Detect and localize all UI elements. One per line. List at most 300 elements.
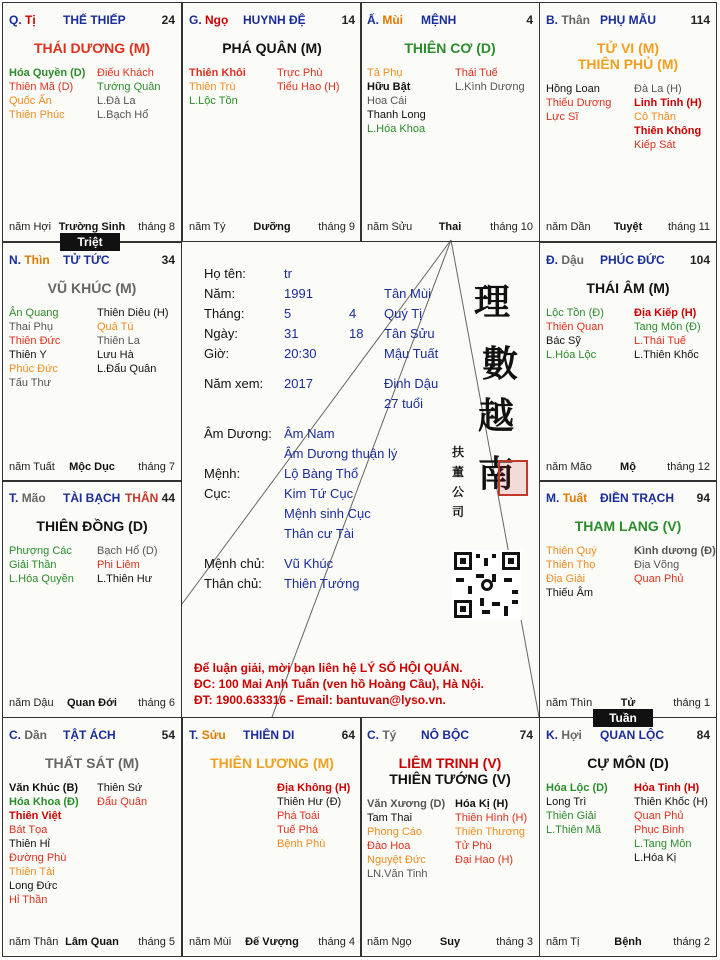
palace-stage: Tử <box>620 697 636 709</box>
minor-star: Phúc Đức <box>9 363 58 375</box>
minor-star: Thiên Hư (Đ) <box>277 796 342 808</box>
palace-month: tháng 11 <box>667 221 710 233</box>
minor-star: Bác Sỹ <box>546 335 581 347</box>
palace-age: 54 <box>161 728 175 742</box>
minor-stars-right <box>97 781 181 809</box>
minor-star: Long Đức <box>9 880 58 892</box>
palace-year: năm Tị <box>546 936 580 948</box>
palace-canchi <box>367 13 403 27</box>
palace-month: tháng 10 <box>490 221 533 233</box>
nam-value: 1991 <box>284 286 313 301</box>
palace-stage: Quan Đới <box>67 697 117 709</box>
minor-star: L.Đà La <box>97 95 136 107</box>
minor-stars-left <box>546 781 634 837</box>
palace-canchi <box>546 13 590 27</box>
palace-name: ĐIỀN TRẠCH <box>600 491 674 505</box>
minor-star: Phượng Các <box>9 545 72 557</box>
palace-stage: Dưỡng <box>253 221 291 233</box>
minor-star: Thiên Hỉ <box>9 838 50 850</box>
palace-stage: Đế Vượng <box>245 936 299 948</box>
minor-star: Linh Tinh (H) <box>634 97 702 109</box>
ngay-canchi: Tân Sửu <box>384 326 435 341</box>
palace-age: 24 <box>161 13 175 27</box>
minor-star: Thanh Long <box>367 109 426 121</box>
thang-label: Tháng: <box>204 306 245 321</box>
minor-star: Tử Phù <box>455 840 492 852</box>
major-star: THIÊN ĐỒNG (D) <box>36 518 148 534</box>
nam-label: Năm: <box>204 286 236 301</box>
major-stars <box>3 280 181 296</box>
thang-value: 5 <box>284 306 292 321</box>
minor-star: L.Thiên Khốc <box>634 349 699 361</box>
palace-hoi <box>539 717 717 957</box>
major-star: CỰ MÔN (D) <box>587 755 669 771</box>
palace-footer <box>9 461 175 475</box>
palace-can: K. <box>546 728 558 742</box>
major-star: TỬ VI (M) <box>596 40 660 56</box>
palace-header <box>546 13 710 29</box>
minor-star: LN.Văn Tinh <box>367 868 428 880</box>
minor-star: Tam Thai <box>367 812 413 824</box>
minor-star: Hồng Loan <box>546 83 600 95</box>
minor-star: L.Thiên Hư <box>97 573 153 585</box>
minor-star: Thiên Thọ <box>546 559 596 571</box>
minor-star: Đà La (H) <box>634 83 682 95</box>
minor-stars-left <box>9 306 97 390</box>
minor-star: Đào Hoa <box>367 840 411 852</box>
palace-number <box>342 13 355 27</box>
minor-star: Thiên Diêu (H) <box>97 307 169 319</box>
palace-month: tháng 9 <box>318 221 355 233</box>
minor-star: Tả Phụ <box>367 67 403 79</box>
minor-star: Hóa Kị (H) <box>455 798 509 810</box>
minor-star: Hữu Bật <box>367 81 411 93</box>
minor-stars-left <box>367 797 455 881</box>
contact-line-1: Để luận giải, mời bạn liên hệ LÝ SỐ HỘI QUÁN. <box>194 661 463 675</box>
cuc-note-1: Mệnh sinh Cục <box>284 506 371 521</box>
nam-canchi: Tân Mùi <box>384 286 431 301</box>
palace-dau <box>539 242 717 482</box>
palace-canchi <box>546 728 582 742</box>
minor-star: L.Tang Môn <box>634 838 692 850</box>
minor-star: Quan Phủ <box>634 810 684 822</box>
calligraphy-char-4: 南 <box>478 453 515 495</box>
cuc-note-2: Thân cư Tài <box>284 526 354 541</box>
palace-name: TỬ TỨC <box>63 253 110 267</box>
major-star: THAM LANG (V) <box>574 518 682 534</box>
palace-age: 44 <box>161 491 175 505</box>
palace-footer <box>367 936 533 950</box>
minor-stars-left <box>9 544 97 586</box>
minor-star: Nguyệt Đức <box>367 854 426 866</box>
palace-chi: Sửu <box>201 728 226 742</box>
minor-stars-right <box>634 544 718 586</box>
minor-star: Giải Thần <box>9 559 57 571</box>
palace-year: năm Dần <box>546 221 591 233</box>
palace-canchi <box>9 253 50 267</box>
minor-stars-right <box>277 66 361 94</box>
palace-dan <box>2 717 182 957</box>
ho-ten-label: Họ tên: <box>204 266 246 281</box>
tuan-tag: Tuần <box>593 709 653 727</box>
cuc-label: Cục: <box>204 486 231 501</box>
palace-can: C. <box>9 728 21 742</box>
minor-star: Tang Môn (Đ) <box>634 321 701 333</box>
palace-month: tháng 7 <box>138 461 175 473</box>
minor-star: L.Hóa Lộc <box>546 349 597 361</box>
menh-label: Mệnh: <box>204 466 241 481</box>
minor-stars-left <box>546 544 634 600</box>
minor-star: Tuế Phá <box>277 824 319 836</box>
minor-star: Thiên Khốc (H) <box>634 796 708 808</box>
palace-header <box>546 728 710 744</box>
minor-star: Đường Phù <box>9 852 67 864</box>
minor-star: Địa Kiếp (H) <box>634 307 697 319</box>
minor-star: Địa Không (H) <box>277 782 351 794</box>
palace-canchi <box>9 13 36 27</box>
am-duong-label: Âm Dương: <box>204 426 272 441</box>
palace-month: tháng 2 <box>673 936 710 948</box>
major-stars <box>183 755 361 771</box>
minor-star: Tiểu Hao (H) <box>277 81 340 93</box>
palace-year: năm Ngọ <box>367 936 412 948</box>
palace-footer <box>546 936 710 950</box>
palace-month: tháng 1 <box>673 697 710 709</box>
palace-name: TÀI BẠCH <box>63 491 121 505</box>
seal-stamp <box>498 460 528 496</box>
minor-star: Hóa Lộc (D) <box>546 782 608 794</box>
palace-chi: Mùi <box>382 13 404 27</box>
palace-footer <box>546 461 710 475</box>
minor-star: Hóa Khoa (Đ) <box>9 796 79 808</box>
palace-can: B. <box>546 13 558 27</box>
palace-footer <box>189 936 355 950</box>
palace-chi: Hợi <box>561 728 582 742</box>
minor-star: Hỏa Tinh (H) <box>634 782 700 794</box>
palace-can: G. <box>189 13 202 27</box>
ngay-label: Ngày: <box>204 326 238 341</box>
major-stars <box>540 40 716 72</box>
palace-age: 74 <box>519 728 533 742</box>
palace-header <box>189 728 355 744</box>
major-star: THẤT SÁT (M) <box>44 755 140 771</box>
palace-footer <box>9 936 175 950</box>
am-duong-note: Âm Dương thuận lý <box>284 446 398 461</box>
minor-star: Phá Toái <box>277 810 320 822</box>
palace-number <box>690 253 710 267</box>
ho-ten-value: tr <box>284 266 292 281</box>
palace-stage: Trường Sinh <box>58 221 126 233</box>
palace-stage: Mộc Dục <box>69 461 115 473</box>
palace-can: Ấ. <box>367 13 379 27</box>
minor-stars-left <box>546 306 634 362</box>
palace-month: tháng 12 <box>667 461 710 473</box>
calligraphy-char-3: 越 <box>478 395 515 437</box>
palace-header <box>546 491 710 507</box>
minor-star: Thiên Sứ <box>97 782 143 794</box>
gio-value: 20:30 <box>284 346 317 361</box>
major-stars <box>183 40 361 56</box>
minor-star: L.Thiên Mã <box>546 824 602 836</box>
minor-star: Long Trì <box>546 796 587 808</box>
minor-star: Thiên Hình (H) <box>455 812 528 824</box>
minor-star: L.Kình Dương <box>455 81 525 93</box>
palace-name: PHÚC ĐỨC <box>600 253 665 267</box>
palace-age: 114 <box>690 13 710 27</box>
menh-value: Lộ Bàng Thổ <box>284 466 359 481</box>
palace-age: 4 <box>526 13 533 27</box>
am-duong-value: Âm Nam <box>284 426 335 441</box>
palace-canchi <box>189 13 228 27</box>
palace-tuat <box>539 480 717 718</box>
gio-canchi: Mậu Tuất <box>384 346 439 361</box>
palace-month: tháng 4 <box>318 936 355 948</box>
palace-ti <box>2 2 182 242</box>
minor-star: L.Lộc Tồn <box>189 95 238 107</box>
minor-star: Bệnh Phù <box>277 838 326 850</box>
minor-star: Thiên Quan <box>546 321 604 333</box>
palace-chi: Tý <box>382 728 397 742</box>
palace-mao <box>2 480 182 718</box>
palace-can: C. <box>367 728 379 742</box>
palace-number <box>162 253 175 267</box>
major-star: VŨ KHÚC (M) <box>47 280 137 296</box>
minor-star: Thiên Tài <box>9 866 55 878</box>
minor-star: L.Hóa Khoa <box>367 123 426 135</box>
palace-age: 34 <box>161 253 175 267</box>
minor-star: Quan Phủ <box>634 573 684 585</box>
palace-header <box>9 491 175 507</box>
palace-month: tháng 5 <box>138 936 175 948</box>
palace-can: Đ. <box>546 253 558 267</box>
minor-star: Thiếu Âm <box>546 587 594 599</box>
palace-header <box>9 253 175 269</box>
minor-star: Thiên Không <box>634 125 702 137</box>
major-star: THIÊN PHỦ (M) <box>577 56 679 72</box>
palace-chi: Dần <box>24 728 48 742</box>
palace-number <box>520 728 533 742</box>
palace-footer <box>189 221 355 235</box>
palace-mui <box>360 2 540 242</box>
minor-star: Hóa Quyền (D) <box>9 67 86 79</box>
minor-star: L.Bạch Hổ <box>97 109 149 121</box>
palace-stage: Thai <box>438 221 462 233</box>
thang-canchi: Quý Tị <box>384 306 423 321</box>
minor-stars-left <box>9 66 97 122</box>
minor-star: Thiên La <box>97 335 140 347</box>
minor-stars-left <box>546 82 634 124</box>
major-star: THIÊN TƯỚNG (V) <box>389 771 511 787</box>
palace-age: 84 <box>696 728 710 742</box>
minor-stars-right <box>97 544 181 586</box>
minor-stars-left <box>189 66 277 108</box>
qr-code-icon <box>452 550 522 620</box>
palace-header <box>9 728 175 744</box>
minor-star: Thai Phụ <box>9 321 54 333</box>
minor-star: Đại Hao (H) <box>455 854 514 866</box>
calligraphy-char-2: 數 <box>482 343 519 385</box>
palace-stage: Suy <box>439 936 461 948</box>
palace-year: năm Thìn <box>546 697 593 709</box>
palace-year: năm Tý <box>189 221 226 233</box>
palace-header <box>189 13 355 29</box>
palace-can: M. <box>546 491 560 505</box>
major-stars <box>540 280 716 296</box>
minor-stars-right <box>277 781 361 851</box>
palace-name: PHỤ MẪU <box>600 13 656 27</box>
palace-canchi <box>546 491 587 505</box>
palace-canchi <box>9 728 47 742</box>
minor-star: Bạch Hổ (D) <box>97 545 158 557</box>
minor-star: Cô Thần <box>634 111 676 123</box>
minor-star: Quả Tú <box>97 321 134 333</box>
palace-month: tháng 6 <box>138 697 175 709</box>
ngay-am: 18 <box>349 326 364 341</box>
minor-star: Điếu Khách <box>97 67 154 79</box>
minor-star: Thiên Y <box>9 349 47 361</box>
palace-month: tháng 8 <box>138 221 175 233</box>
palace-name: THIÊN DI <box>243 728 295 742</box>
palace-canchi <box>9 491 46 505</box>
thang-am: 4 <box>349 306 357 321</box>
palace-stage: Lâm Quan <box>65 936 119 948</box>
minor-star: Tướng Quân <box>97 81 161 93</box>
minor-stars-right <box>455 797 539 867</box>
minor-star: Thái Tuế <box>455 67 498 79</box>
minor-stars-left <box>367 66 455 136</box>
palace-footer <box>367 221 533 235</box>
contact-line-2: ĐC: 100 Mai Anh Tuấn (ven hồ Hoàng Cầu), Hà Nội. <box>194 677 485 691</box>
palace-chi: Thìn <box>24 253 50 267</box>
palace-than <box>539 2 717 242</box>
minor-stars-right <box>634 781 718 865</box>
minor-star: Thiên Mã (D) <box>9 81 74 93</box>
palace-year: năm Tuất <box>9 461 55 473</box>
than-chu-label: Thân chủ: <box>204 576 262 591</box>
minor-star: Kiếp Sát <box>634 139 676 151</box>
palace-name: HUYNH ĐỆ <box>243 13 306 27</box>
minor-stars-right <box>97 66 181 122</box>
palace-year: năm Sửu <box>367 221 413 233</box>
palace-name: THẾ THIẾP <box>63 13 126 27</box>
nam-xem-canchi: Đinh Dậu <box>384 376 439 391</box>
minor-star: Hỉ Thần <box>9 894 48 906</box>
minor-star: Thiên Phúc <box>9 109 65 121</box>
minor-stars-right <box>455 66 539 94</box>
calligraphy-side: 扶 董 公 司 <box>452 445 465 519</box>
minor-star: Thiên Thương <box>455 826 526 838</box>
minor-star: Địa Giải <box>546 573 586 585</box>
minor-star: Phục Binh <box>634 824 685 836</box>
cuc-value: Kim Tứ Cục <box>284 486 354 501</box>
palace-year: năm Dậu <box>9 697 54 709</box>
palace-chi: Dậu <box>561 253 585 267</box>
major-stars <box>3 40 181 56</box>
major-star: THÁI ÂM (M) <box>586 280 670 296</box>
minor-star: Phong Cáo <box>367 826 423 838</box>
minor-star: Thiên Giải <box>546 810 597 822</box>
minor-star: Phi Liêm <box>97 559 140 571</box>
minor-star: Thiếu Dương <box>546 97 612 109</box>
palace-number <box>691 13 710 27</box>
major-star: LIÊM TRINH (V) <box>398 755 502 771</box>
palace-year: năm Thân <box>9 936 59 948</box>
palace-header <box>546 253 710 269</box>
palace-can: N. <box>9 253 21 267</box>
minor-star: Kình dương (Đ) <box>634 545 716 557</box>
minor-star: Thiên Trù <box>189 81 236 93</box>
palace-age: 64 <box>341 728 355 742</box>
palace-footer <box>9 697 175 711</box>
minor-stars-left <box>9 781 97 907</box>
contact-line-3: ĐT: 1900.633316 - Email: bantuvan@lyso.vn. <box>194 693 446 707</box>
palace-chi: Thân <box>561 13 591 27</box>
minor-star: Địa Võng <box>634 559 680 571</box>
ngay-value: 31 <box>284 326 299 341</box>
palace-can: Q. <box>9 13 22 27</box>
major-star: THIÊN LƯƠNG (M) <box>210 755 334 771</box>
minor-star: Thiên Khôi <box>189 67 246 79</box>
major-stars <box>3 755 181 771</box>
palace-suu <box>182 717 362 957</box>
minor-star: L.Hóa Quyền <box>9 573 74 585</box>
major-stars <box>3 518 181 534</box>
palace-canchi <box>546 253 584 267</box>
palace-ty <box>360 717 540 957</box>
palace-name: NÔ BỘC <box>421 728 469 742</box>
minor-star: Văn Xương (D) <box>367 798 446 810</box>
palace-stage: Bệnh <box>614 936 642 948</box>
minor-star: Lưu Hà <box>97 349 134 361</box>
palace-year: năm Mùi <box>189 936 232 948</box>
palace-stage: Tuyệt <box>613 221 643 233</box>
major-stars <box>540 755 716 771</box>
major-star: THÁI DƯƠNG (M) <box>33 40 151 56</box>
tuoi-value: 27 tuổi <box>384 396 424 411</box>
palace-header <box>367 728 533 744</box>
palace-month: tháng 3 <box>496 936 533 948</box>
minor-star: Văn Khúc (B) <box>9 782 79 794</box>
menh-chu-label: Mệnh chủ: <box>204 556 265 571</box>
major-star: PHÁ QUÂN (M) <box>222 40 322 56</box>
minor-stars-right <box>97 306 181 376</box>
palace-age: 14 <box>341 13 355 27</box>
palace-number <box>697 728 710 742</box>
palace-chi: Mão <box>21 491 46 505</box>
palace-canchi <box>367 728 396 742</box>
palace-thin <box>2 242 182 482</box>
palace-footer <box>546 221 710 235</box>
palace-stage: Mộ <box>620 461 636 473</box>
palace-year: năm Hợi <box>9 221 52 233</box>
minor-star: Trực Phù <box>277 67 323 79</box>
major-star: THIÊN CƠ (D) <box>404 40 496 56</box>
major-stars <box>540 518 716 534</box>
palace-can: T. <box>9 491 19 505</box>
minor-star: Đẩu Quân <box>97 796 148 808</box>
palace-name: QUAN LỘC <box>600 728 664 742</box>
palace-age: 104 <box>689 253 710 267</box>
palace-number <box>162 13 175 27</box>
palace-canchi <box>189 728 226 742</box>
major-stars <box>361 755 539 787</box>
palace-number <box>125 491 175 505</box>
palace-year: năm Mão <box>546 461 592 473</box>
minor-star: L.Thái Tuế <box>634 335 686 347</box>
minor-star: Lộc Tồn (Đ) <box>546 307 604 319</box>
minor-star: L.Hóa Kị <box>634 852 677 864</box>
nam-xem-value: 2017 <box>284 376 313 391</box>
